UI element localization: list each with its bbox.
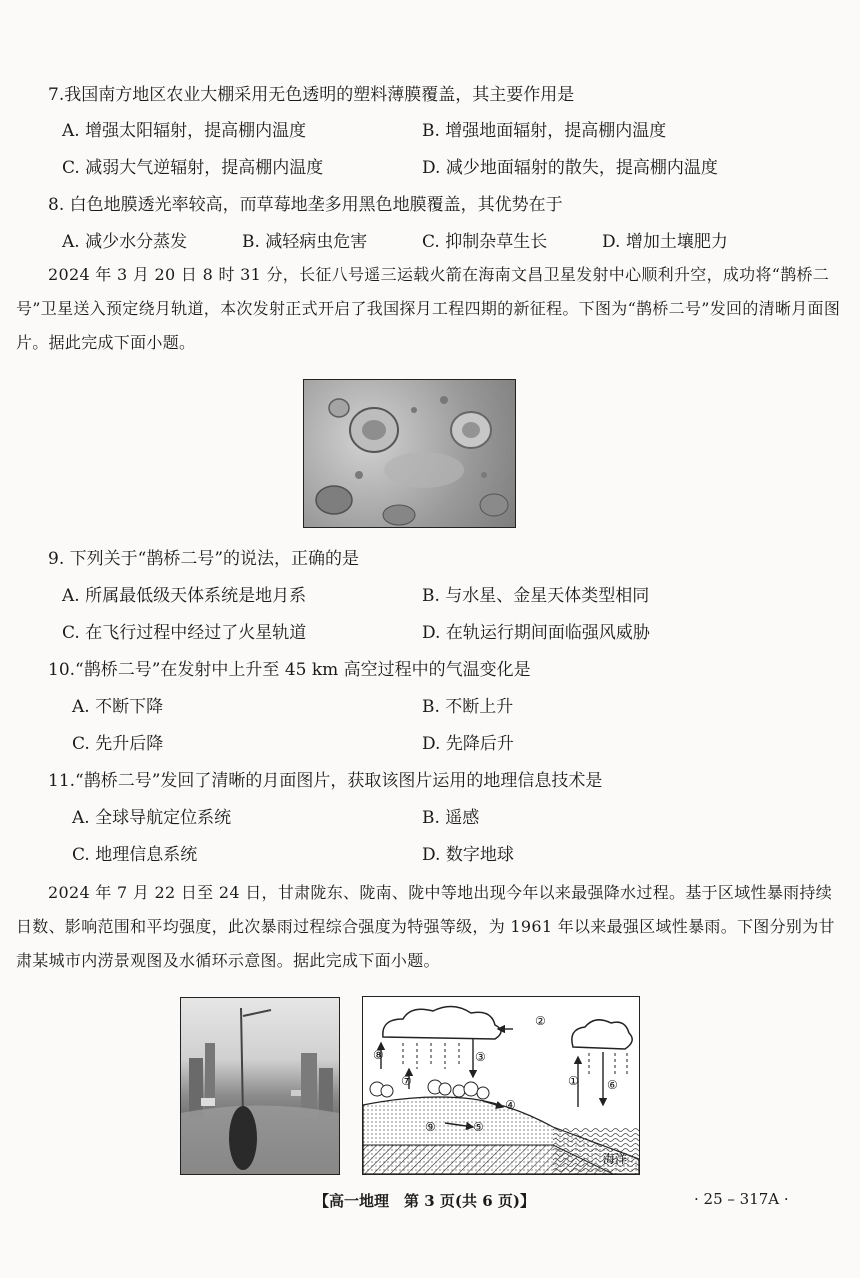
page-footer-code: · 25 – 317A ·	[694, 1190, 789, 1208]
diagram-label-1: ①	[568, 1074, 579, 1088]
moon-craters-graphic	[304, 380, 515, 527]
diagram-label-3: ③	[475, 1050, 486, 1064]
question-10-option-b: B. 不断上升	[422, 697, 514, 717]
question-9-stem: 9. 下列关于“鹊桥二号”的说法，正确的是	[48, 549, 360, 569]
question-8-option-a: A. 减少水分蒸发	[62, 232, 188, 252]
flood-street-photo	[180, 997, 340, 1175]
question-9-option-d: D. 在轨运行期间面临强风威胁	[422, 623, 650, 643]
diagram-label-6: ⑥	[607, 1078, 618, 1092]
diagram-label-7: ⑦	[401, 1074, 412, 1088]
question-7-option-d: D. 减少地面辐射的散失，提高棚内温度	[422, 158, 718, 178]
passage-2-text: 2024 年 7 月 22 日至 24 日，甘肃陇东、陇南、陇中等地出现今年以来最强降水过程。基于区域性暴雨持续日数、影响范围和平均强度，此次暴雨过程综合强度为特强等级，为 1961 年以来最强区域性暴雨。下图分别为甘肃某城市内涝景观图及水循环示意图。据此完成下面小题。	[16, 883, 835, 970]
question-9-option-c: C. 在飞行过程中经过了火星轨道	[62, 623, 307, 643]
water-cycle-graphic	[363, 997, 639, 1174]
question-8-stem: 8. 白色地膜透光率较高，而草莓地垄多用黑色地膜覆盖，其优势在于	[48, 195, 563, 215]
question-7-stem: 7.我国南方地区农业大棚采用无色透明的塑料薄膜覆盖，其主要作用是	[48, 85, 575, 105]
question-11-option-b: B. 遥感	[422, 808, 480, 828]
question-9-option-b: B. 与水星、金星天体类型相同	[422, 586, 650, 606]
water-cycle-diagram	[362, 996, 640, 1175]
diagram-label-8: ⑧	[373, 1048, 384, 1062]
question-9-option-a: A. 所属最低级天体系统是地月系	[62, 586, 307, 606]
moon-surface-image	[303, 379, 516, 528]
question-7-option-c: C. 减弱大气逆辐射，提高棚内温度	[62, 158, 324, 178]
question-10-stem: 10.“鹊桥二号”在发射中上升至 45 km 高空过程中的气温变化是	[48, 660, 531, 680]
question-11-option-d: D. 数字地球	[422, 845, 514, 865]
question-8-option-b: B. 减轻病虫危害	[242, 232, 368, 252]
question-10-option-c: C. 先升后降	[72, 734, 164, 754]
question-10-option-a: A. 不断下降	[72, 697, 164, 717]
question-10-option-d: D. 先降后升	[422, 734, 514, 754]
question-11-option-c: C. 地理信息系统	[72, 845, 198, 865]
passage-1-text: 2024 年 3 月 20 日 8 时 31 分，长征八号遥三运载火箭在海南文昌卫星发射中心顺利升空，成功将“鹊桥二号”卫星送入预定绕月轨道，本次发射正式开启了我国探月工程四期的新征程。下图为“鹊桥二号”发回的清晰月面图片。据此完成下面小题。	[16, 265, 841, 352]
diagram-label-9: ⑨	[425, 1120, 436, 1134]
passage-2	[16, 876, 844, 978]
flood-photo-graphic	[181, 998, 339, 1174]
page-footer-title: 【高一地理 第 3 页(共 6 页)】	[314, 1192, 535, 1210]
question-11-option-a: A. 全球导航定位系统	[72, 808, 232, 828]
passage-1	[16, 258, 844, 360]
diagram-ocean-label: 海洋	[603, 1152, 628, 1166]
question-7-option-b: B. 增强地面辐射，提高棚内温度	[422, 121, 667, 141]
question-8-option-d: D. 增加土壤肥力	[602, 232, 728, 252]
diagram-label-4: ④	[505, 1098, 516, 1112]
question-11-stem: 11.“鹊桥二号”发回了清晰的月面图片，获取该图片运用的地理信息技术是	[48, 771, 603, 791]
question-7-option-a: A. 增强太阳辐射，提高棚内温度	[62, 121, 307, 141]
diagram-label-2: ②	[535, 1014, 546, 1028]
question-8-option-c: C. 抑制杂草生长	[422, 232, 548, 252]
diagram-label-5: ⑤	[473, 1120, 484, 1134]
